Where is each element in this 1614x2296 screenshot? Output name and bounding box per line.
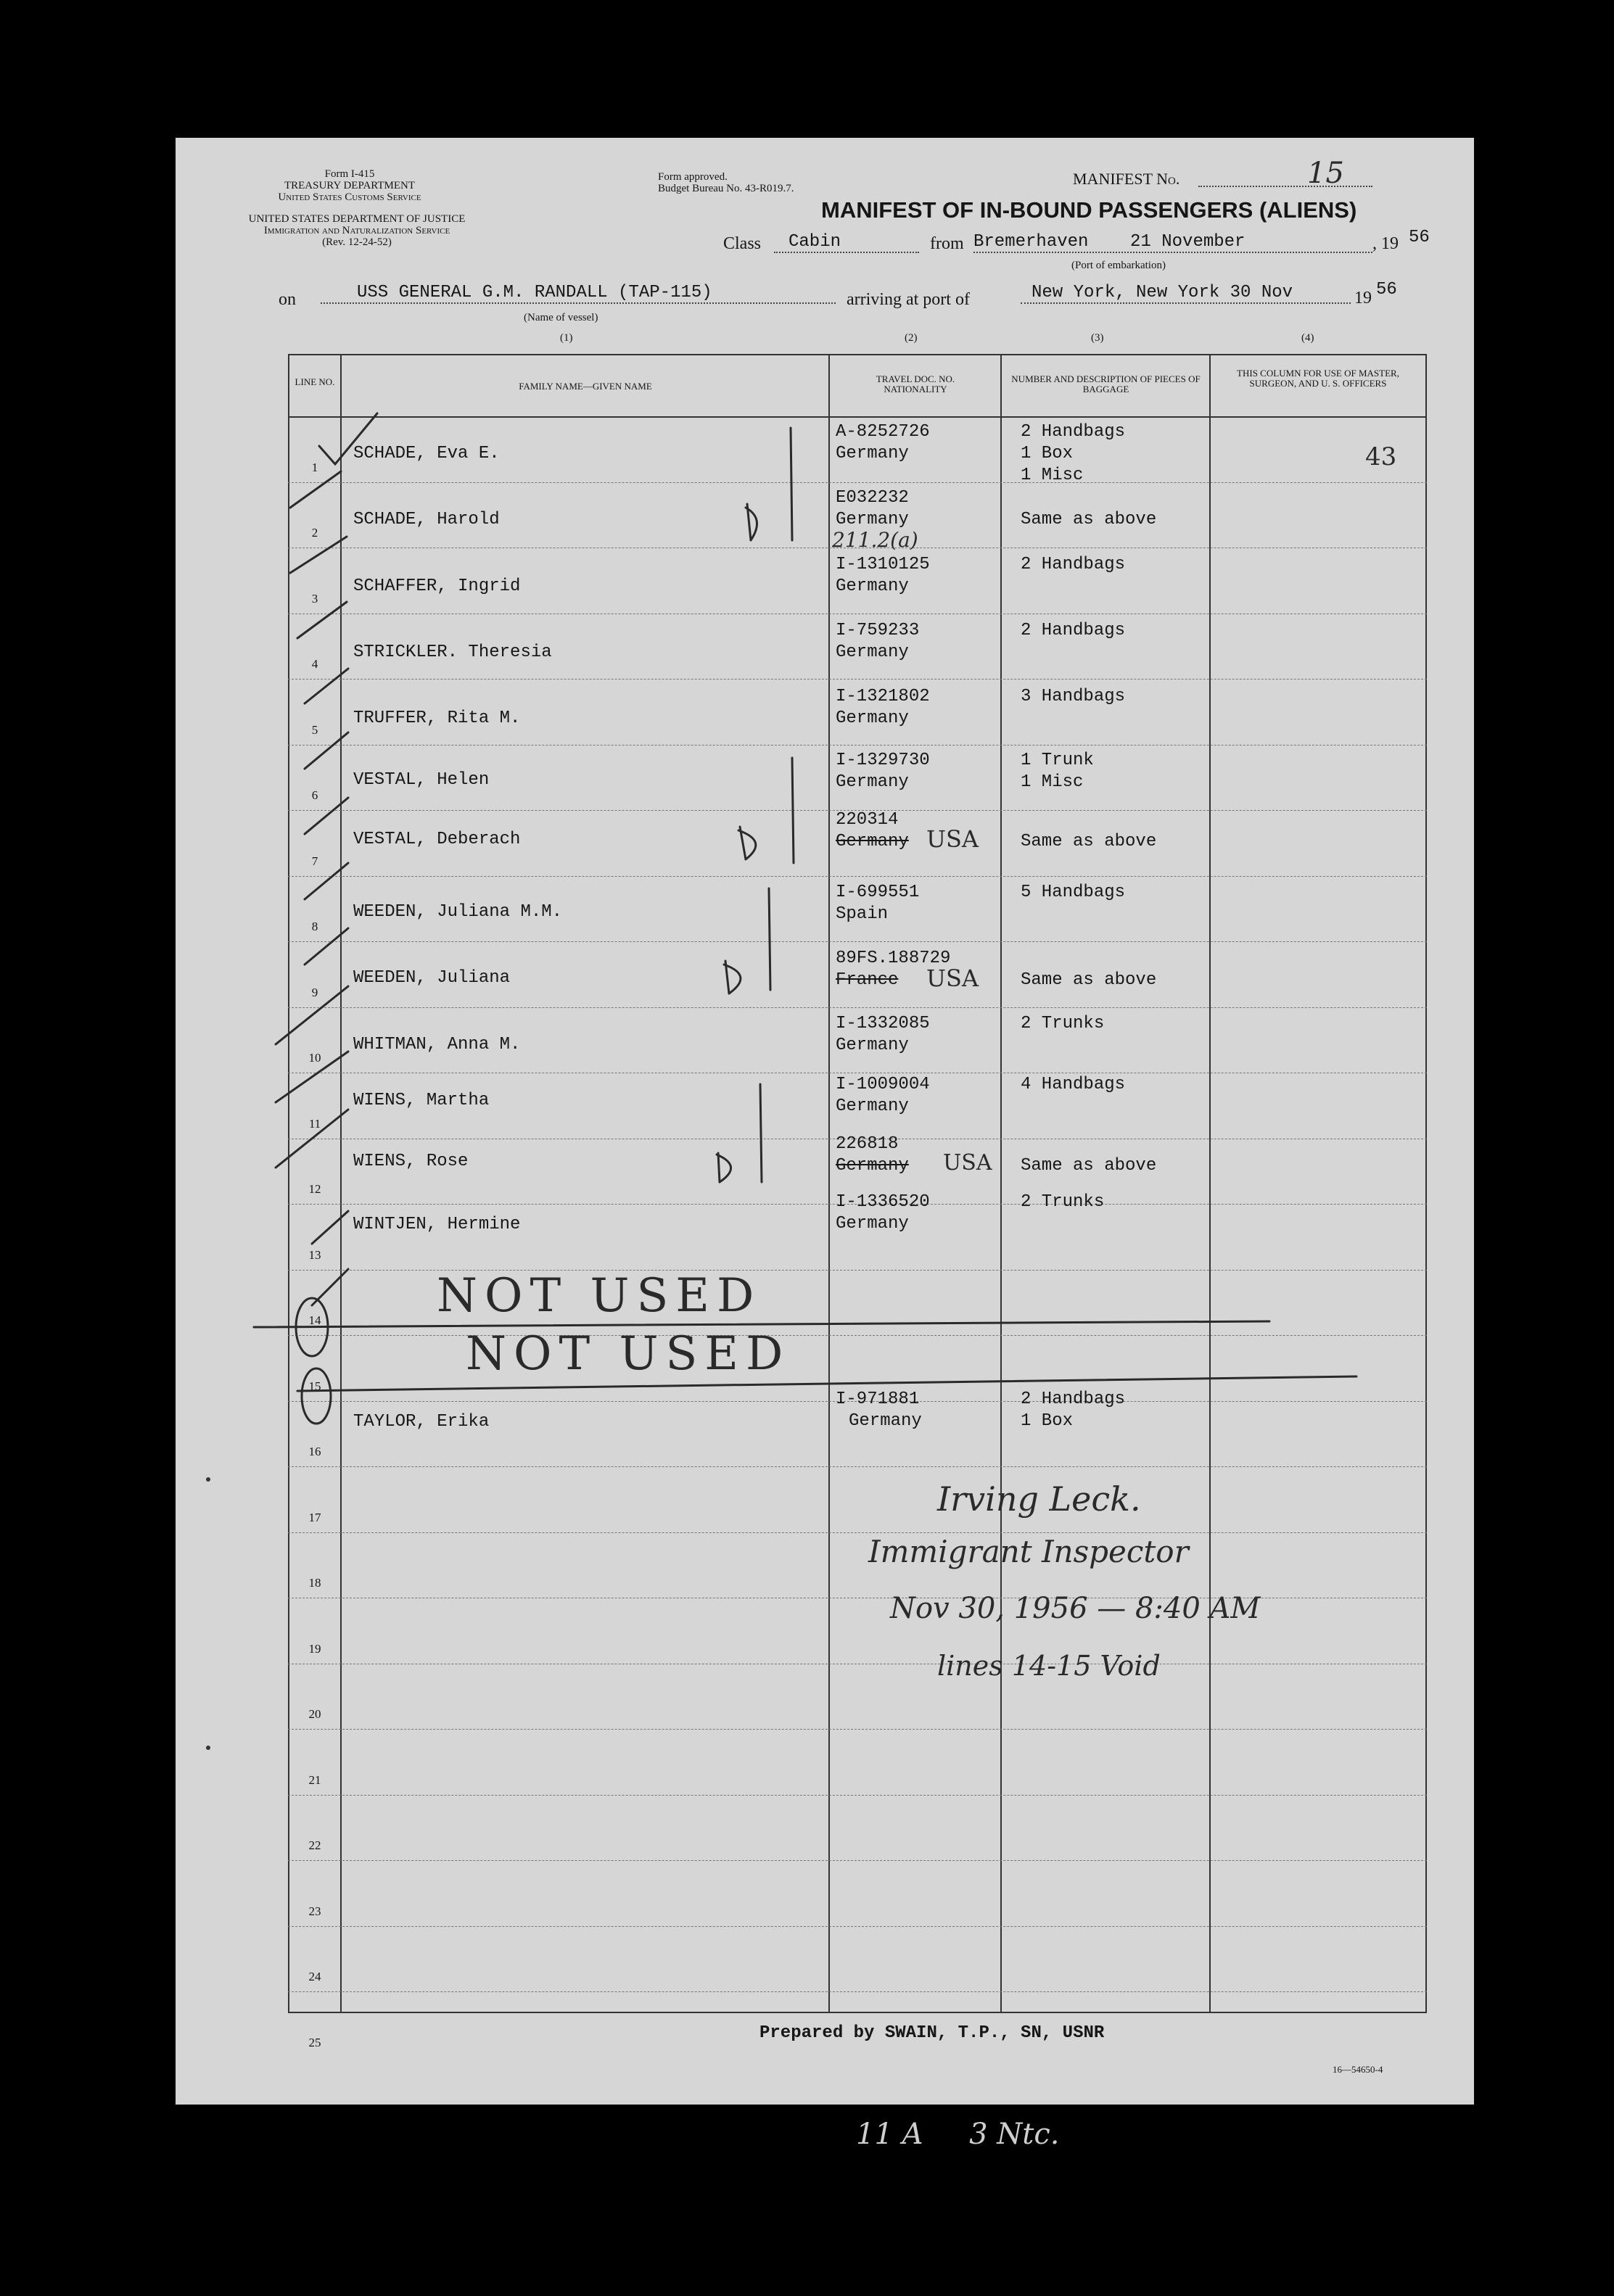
baggage: 4 Handbags bbox=[1021, 1075, 1126, 1094]
handwritten-code: 211.2(a) bbox=[832, 528, 918, 552]
bracket-mark bbox=[791, 428, 792, 540]
nationality-struck: France bbox=[836, 970, 899, 990]
nationality: Spain bbox=[836, 904, 889, 924]
d-mark bbox=[738, 827, 756, 859]
inspector-title: Immigrant Inspector bbox=[868, 1534, 1189, 1569]
d-mark bbox=[717, 1153, 731, 1182]
inspector-signature: Irving Leck. bbox=[937, 1479, 1141, 1519]
on-label: on bbox=[279, 290, 296, 309]
bottom-handwritten-note: 11 A 3 Ntc. bbox=[856, 2118, 1060, 2151]
passenger-name: SCHADE, Eva E. bbox=[353, 444, 500, 463]
check-mark bbox=[290, 537, 347, 573]
baggage: 2 Handbags bbox=[1021, 1389, 1126, 1409]
baggage: Same as above bbox=[1021, 832, 1157, 851]
d-mark bbox=[746, 504, 757, 540]
baggage: 1 Trunk bbox=[1021, 751, 1094, 770]
travel-doc: I-759233 bbox=[836, 621, 920, 640]
line-number: 12 bbox=[308, 1182, 321, 1196]
passenger-name: TAYLOR, Erika bbox=[353, 1412, 490, 1432]
margin-dot bbox=[206, 1477, 210, 1482]
bracket-mark bbox=[792, 758, 794, 863]
passenger-name: WIENS, Martha bbox=[353, 1091, 490, 1110]
travel-doc: I-1336520 bbox=[836, 1192, 930, 1212]
customs-service: United States Customs Service bbox=[278, 191, 421, 203]
baggage: 1 Box bbox=[1021, 444, 1074, 463]
passenger-name: SCHAFFER, Ingrid bbox=[353, 577, 521, 596]
baggage: 2 Handbags bbox=[1021, 422, 1126, 442]
nationality-struck: Germany bbox=[836, 1156, 909, 1176]
line-number: 6 bbox=[311, 788, 318, 802]
baggage: 2 Handbags bbox=[1021, 621, 1126, 640]
arrival-port: New York, New York 30 Nov bbox=[1021, 283, 1351, 304]
line-number: 10 bbox=[308, 1051, 321, 1065]
void-lines-note: lines 14-15 Void bbox=[937, 1650, 1161, 1682]
travel-doc: I-971881 bbox=[836, 1389, 920, 1409]
travel-doc: 220314 bbox=[836, 810, 899, 830]
col-head-name: FAMILY NAME—GIVEN NAME bbox=[519, 381, 652, 392]
form-number: Form I-415 bbox=[324, 168, 375, 180]
bracket-mark bbox=[760, 1084, 762, 1182]
line-number: 11 bbox=[308, 1116, 321, 1131]
baggage: 3 Handbags bbox=[1021, 687, 1126, 706]
handwritten-nationality: USA bbox=[926, 825, 979, 853]
nationality: Germany bbox=[836, 772, 909, 792]
form-rev: (Rev. 12-24-52) bbox=[322, 236, 392, 248]
arriving-year: 56 bbox=[1376, 280, 1397, 300]
check-mark bbox=[297, 602, 347, 638]
line-number: 1 bbox=[311, 460, 318, 474]
baggage: 2 Trunks bbox=[1021, 1014, 1105, 1033]
col-number-1: (1) bbox=[560, 332, 573, 344]
nationality: Germany bbox=[836, 510, 909, 529]
treasury-dept: TREASURY DEPARTMENT bbox=[284, 180, 416, 191]
baggage: 1 Misc bbox=[1021, 466, 1084, 485]
from-year-prefix: , 19 bbox=[1372, 234, 1399, 253]
officer-count: 43 bbox=[1365, 442, 1397, 471]
class-label: Class bbox=[723, 234, 762, 253]
passenger-name: VESTAL, Deberach bbox=[353, 830, 521, 849]
check-mark bbox=[305, 863, 348, 899]
check-mark bbox=[319, 413, 377, 464]
form-approved: Form approved. bbox=[658, 171, 728, 183]
line-number: 19 bbox=[308, 1641, 321, 1656]
line-number: 20 bbox=[308, 1707, 321, 1721]
travel-doc: I-1332085 bbox=[836, 1014, 930, 1033]
port-of-embarkation: Bremerhaven 21 November bbox=[973, 232, 1372, 253]
void-circle bbox=[302, 1368, 331, 1424]
budget-bureau: Budget Bureau No. 43-R019.7. bbox=[658, 183, 794, 194]
manifest-no-label: MANIFEST No. bbox=[1073, 170, 1180, 188]
manifest-number: 15 bbox=[1307, 157, 1344, 190]
travel-doc: I-699551 bbox=[836, 883, 920, 902]
passenger-name: WEEDEN, Juliana M.M. bbox=[353, 902, 563, 922]
line-number: 5 bbox=[311, 722, 318, 737]
passenger-name: SCHADE, Harold bbox=[353, 510, 500, 529]
line-number: 14 bbox=[308, 1313, 321, 1327]
nationality: Germany bbox=[836, 1097, 909, 1116]
travel-doc: 226818 bbox=[836, 1134, 899, 1154]
line-number: 18 bbox=[308, 1576, 321, 1590]
line-number: 25 bbox=[308, 2035, 321, 2049]
baggage: 2 Handbags bbox=[1021, 555, 1126, 574]
travel-doc: I-1009004 bbox=[836, 1075, 930, 1094]
col-head-line: LINE NO. bbox=[295, 376, 335, 387]
passenger-name: WINTJEN, Hermine bbox=[353, 1215, 521, 1234]
vessel-caption: (Name of vessel) bbox=[524, 312, 598, 323]
arriving-label: arriving at port of bbox=[847, 290, 970, 309]
baggage: Same as above bbox=[1021, 1156, 1157, 1176]
check-mark bbox=[305, 928, 348, 965]
line-number: 17 bbox=[308, 1510, 321, 1524]
passenger-name: STRICKLER. Theresia bbox=[353, 643, 552, 662]
check-mark bbox=[290, 471, 341, 508]
void-strike bbox=[254, 1321, 1269, 1327]
check-mark bbox=[305, 798, 348, 834]
col-number-3: (3) bbox=[1091, 332, 1104, 344]
baggage: 1 Box bbox=[1021, 1411, 1074, 1431]
travel-doc: I-1310125 bbox=[836, 555, 930, 574]
nationality: Germany bbox=[836, 1036, 909, 1055]
line-number: 16 bbox=[308, 1445, 321, 1458]
col-head-officers: THIS COLUMN FOR USE OF MASTER, SURGEON, AND U. S. OFFICERS bbox=[1237, 368, 1399, 389]
line-number: 7 bbox=[311, 854, 318, 868]
line-number: 4 bbox=[311, 657, 318, 671]
baggage: Same as above bbox=[1021, 510, 1157, 529]
line-number: 9 bbox=[311, 985, 318, 999]
line-number: 15 bbox=[308, 1379, 321, 1393]
passenger-name: WEEDEN, Juliana bbox=[353, 968, 511, 988]
baggage: Same as above bbox=[1021, 970, 1157, 990]
col-head-doc: TRAVEL DOC. NO. NATIONALITY bbox=[876, 373, 955, 395]
passenger-name: TRUFFER, Rita M. bbox=[353, 709, 521, 728]
nationality: Germany bbox=[849, 1411, 922, 1431]
handwritten-nationality: USA bbox=[926, 965, 979, 992]
travel-doc: I-1329730 bbox=[836, 751, 930, 770]
col-number-4: (4) bbox=[1301, 332, 1314, 344]
handwritten-nationality: USA bbox=[943, 1150, 992, 1176]
travel-doc: A-8252726 bbox=[836, 422, 930, 442]
line-number: 8 bbox=[311, 920, 318, 933]
class-value: Cabin bbox=[774, 232, 919, 253]
port-embark-caption: (Port of embarkation) bbox=[1071, 260, 1166, 271]
from-year: 56 bbox=[1409, 228, 1430, 247]
col-head-baggage: NUMBER AND DESCRIPTION OF PIECES OF BAGGAGE bbox=[1011, 373, 1201, 395]
line-number: 24 bbox=[308, 1970, 321, 1983]
check-mark bbox=[305, 732, 348, 769]
margin-dot bbox=[206, 1746, 210, 1750]
line-number: 21 bbox=[308, 1772, 321, 1787]
inspection-date: Nov 30, 1956 — 8:40 AM bbox=[890, 1592, 1261, 1625]
check-mark bbox=[276, 986, 348, 1044]
line-number: 23 bbox=[308, 1904, 321, 1918]
passenger-name: WHITMAN, Anna M. bbox=[353, 1035, 521, 1054]
line-number: 22 bbox=[308, 1838, 321, 1852]
nationality: Germany bbox=[836, 709, 909, 728]
passenger-name: VESTAL, Helen bbox=[353, 770, 490, 790]
justice-dept: UNITED STATES DEPARTMENT OF JUSTICE bbox=[248, 213, 466, 225]
void-note-line-14: NOT USED bbox=[437, 1269, 762, 1323]
prepared-by: Prepared by SWAIN, T.P., SN, USNR bbox=[759, 2023, 1105, 2043]
ins-name: Immigration and Naturalization Service bbox=[263, 225, 450, 236]
check-mark bbox=[305, 669, 348, 703]
form-code: 16—54650-4 bbox=[1333, 2064, 1383, 2075]
void-note-line-15: NOT USED bbox=[466, 1327, 791, 1381]
nationality: Germany bbox=[836, 444, 909, 463]
check-mark bbox=[276, 1052, 348, 1102]
baggage: 1 Misc bbox=[1021, 772, 1084, 792]
line-number: 2 bbox=[311, 526, 318, 540]
line-number: 3 bbox=[311, 591, 318, 606]
void-strike bbox=[297, 1376, 1356, 1391]
nationality: Germany bbox=[836, 577, 909, 596]
vessel-name: USS GENERAL G.M. RANDALL (TAP-115) bbox=[321, 283, 836, 304]
nationality: Germany bbox=[836, 1214, 909, 1234]
arriving-year-prefix: 19 bbox=[1354, 289, 1372, 307]
check-mark bbox=[276, 1110, 348, 1168]
from-label: from bbox=[930, 234, 964, 253]
nationality: Germany bbox=[836, 643, 909, 662]
baggage: 2 Trunks bbox=[1021, 1192, 1105, 1212]
line-number: 13 bbox=[308, 1247, 321, 1262]
passenger-name: WIENS, Rose bbox=[353, 1152, 469, 1171]
check-mark bbox=[312, 1211, 348, 1244]
travel-doc: I-1321802 bbox=[836, 687, 930, 706]
bracket-mark bbox=[769, 888, 770, 990]
d-mark bbox=[724, 961, 741, 994]
travel-doc: 89FS.188729 bbox=[836, 949, 951, 968]
nationality-struck: Germany bbox=[836, 832, 909, 851]
manifest-title: MANIFEST OF IN-BOUND PASSENGERS (ALIENS) bbox=[821, 197, 1357, 223]
baggage: 5 Handbags bbox=[1021, 883, 1126, 902]
travel-doc: E032232 bbox=[836, 488, 909, 508]
col-number-2: (2) bbox=[905, 332, 918, 344]
